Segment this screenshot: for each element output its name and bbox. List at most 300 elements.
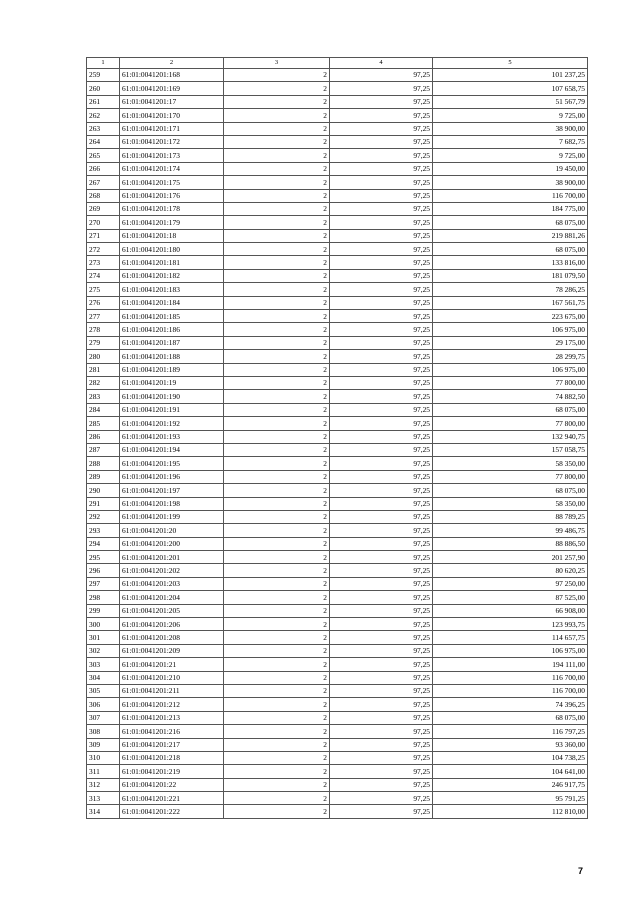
table-cell: 2	[224, 95, 330, 108]
table-cell: 77 800,00	[433, 376, 588, 389]
table-cell: 97,25	[330, 363, 433, 376]
table-row	[87, 109, 588, 122]
table-cell: 261	[87, 95, 120, 108]
table-cell: 298	[87, 591, 120, 604]
table-cell: 2	[224, 430, 330, 443]
table-cell: 80 620,25	[433, 564, 588, 577]
table-cell: 61:01:0041201:184	[120, 296, 224, 309]
table-cell: 97,25	[330, 390, 433, 403]
table-cell: 61:01:0041201:210	[120, 671, 224, 684]
table-row	[87, 577, 588, 590]
table-cell: 61:01:0041201:187	[120, 336, 224, 349]
table-cell: 2	[224, 417, 330, 430]
table-cell: 97,25	[330, 176, 433, 189]
table-cell: 2	[224, 323, 330, 336]
table-cell: 194 111,00	[433, 658, 588, 671]
table-row	[87, 778, 588, 791]
table-cell: 97,25	[330, 95, 433, 108]
table-cell: 2	[224, 443, 330, 456]
table-cell: 104 641,00	[433, 765, 588, 778]
table-cell: 61:01:0041201:190	[120, 390, 224, 403]
table-cell: 313	[87, 792, 120, 805]
table-cell: 97,25	[330, 443, 433, 456]
table-cell: 285	[87, 417, 120, 430]
table-cell: 87 525,00	[433, 591, 588, 604]
table-cell: 61:01:0041201:20	[120, 524, 224, 537]
table-row	[87, 698, 588, 711]
table-cell: 300	[87, 618, 120, 631]
table-cell: 157 058,75	[433, 443, 588, 456]
table-row	[87, 644, 588, 657]
table-cell: 97,25	[330, 497, 433, 510]
table-cell: 2	[224, 403, 330, 416]
table-cell: 97,25	[330, 725, 433, 738]
table-row	[87, 202, 588, 215]
table-cell: 104 738,25	[433, 751, 588, 764]
table-cell: 97,25	[330, 551, 433, 564]
table-cell: 304	[87, 671, 120, 684]
table-cell: 2	[224, 216, 330, 229]
table-cell: 61:01:0041201:209	[120, 644, 224, 657]
table-cell: 97,25	[330, 256, 433, 269]
table-cell: 97,25	[330, 644, 433, 657]
table-cell: 29 175,00	[433, 336, 588, 349]
table-cell: 181 079,50	[433, 269, 588, 282]
table-cell: 2	[224, 604, 330, 617]
table-cell: 61:01:0041201:211	[120, 684, 224, 697]
table-cell: 308	[87, 725, 120, 738]
table-cell: 278	[87, 323, 120, 336]
table-cell: 2	[224, 564, 330, 577]
table-cell: 283	[87, 390, 120, 403]
table-cell: 299	[87, 604, 120, 617]
table-cell: 77 800,00	[433, 470, 588, 483]
table-row	[87, 792, 588, 805]
table-row	[87, 524, 588, 537]
table-cell: 295	[87, 551, 120, 564]
table-cell: 68 075,00	[433, 403, 588, 416]
table-cell: 9 725,00	[433, 109, 588, 122]
table-row	[87, 470, 588, 483]
column-header: 3	[224, 58, 330, 69]
table-row	[87, 162, 588, 175]
table-cell: 2	[224, 310, 330, 323]
table-cell: 2	[224, 363, 330, 376]
table-row	[87, 256, 588, 269]
table-cell: 2	[224, 189, 330, 202]
table-cell: 97,25	[330, 430, 433, 443]
table-cell: 61:01:0041201:203	[120, 577, 224, 590]
table-cell: 2	[224, 671, 330, 684]
table-row	[87, 591, 588, 604]
table-cell: 97,25	[330, 510, 433, 523]
table-row	[87, 269, 588, 282]
table-cell: 306	[87, 698, 120, 711]
table-cell: 2	[224, 591, 330, 604]
table-cell: 2	[224, 269, 330, 282]
table-cell: 2	[224, 510, 330, 523]
table-cell: 61:01:0041201:174	[120, 162, 224, 175]
table-cell: 270	[87, 216, 120, 229]
table-cell: 61:01:0041201:185	[120, 310, 224, 323]
table-cell: 101 237,25	[433, 69, 588, 82]
table-cell: 2	[224, 243, 330, 256]
table-cell: 269	[87, 202, 120, 215]
table-cell: 61:01:0041201:169	[120, 82, 224, 95]
table-cell: 61:01:0041201:178	[120, 202, 224, 215]
table-cell: 68 075,00	[433, 484, 588, 497]
table-row	[87, 805, 588, 818]
table-cell: 310	[87, 751, 120, 764]
table-cell: 38 900,00	[433, 122, 588, 135]
table-cell: 51 567,79	[433, 95, 588, 108]
table-cell: 2	[224, 256, 330, 269]
table-cell: 314	[87, 805, 120, 818]
table-cell: 97,25	[330, 296, 433, 309]
table-cell: 61:01:0041201:204	[120, 591, 224, 604]
column-header: 2	[120, 58, 224, 69]
table-cell: 114 657,75	[433, 631, 588, 644]
table-cell: 265	[87, 149, 120, 162]
table-cell: 61:01:0041201:198	[120, 497, 224, 510]
table-cell: 246 917,75	[433, 778, 588, 791]
table-cell: 97,25	[330, 336, 433, 349]
table-cell: 97,25	[330, 202, 433, 215]
table-cell: 97,25	[330, 122, 433, 135]
table-cell: 290	[87, 484, 120, 497]
table-cell: 68 075,00	[433, 711, 588, 724]
table-cell: 116 700,00	[433, 189, 588, 202]
table-cell: 61:01:0041201:17	[120, 95, 224, 108]
table-cell: 260	[87, 82, 120, 95]
table-cell: 286	[87, 430, 120, 443]
table-cell: 2	[224, 551, 330, 564]
table-cell: 61:01:0041201:199	[120, 510, 224, 523]
table-cell: 2	[224, 792, 330, 805]
table-row	[87, 296, 588, 309]
table-row	[87, 443, 588, 456]
table-row	[87, 229, 588, 242]
table-row	[87, 376, 588, 389]
table-cell: 97,25	[330, 109, 433, 122]
table-header-row	[87, 58, 588, 69]
table-cell: 2	[224, 82, 330, 95]
table-cell: 2	[224, 644, 330, 657]
table-cell: 303	[87, 658, 120, 671]
table-cell: 61:01:0041201:22	[120, 778, 224, 791]
table-cell: 112 810,00	[433, 805, 588, 818]
table-cell: 2	[224, 376, 330, 389]
table-cell: 28 299,75	[433, 350, 588, 363]
table-row	[87, 243, 588, 256]
table-cell: 61:01:0041201:212	[120, 698, 224, 711]
table-cell: 97,25	[330, 82, 433, 95]
table-cell: 2	[224, 109, 330, 122]
table-cell: 277	[87, 310, 120, 323]
table-row	[87, 336, 588, 349]
table-row	[87, 484, 588, 497]
table-cell: 2	[224, 711, 330, 724]
table-cell: 74 396,25	[433, 698, 588, 711]
table-cell: 97,25	[330, 591, 433, 604]
table-cell: 2	[224, 618, 330, 631]
table-row	[87, 69, 588, 82]
table-cell: 61:01:0041201:189	[120, 363, 224, 376]
table-cell: 2	[224, 296, 330, 309]
table-cell: 61:01:0041201:170	[120, 109, 224, 122]
table-cell: 287	[87, 443, 120, 456]
table-cell: 61:01:0041201:213	[120, 711, 224, 724]
table-cell: 2	[224, 805, 330, 818]
table-cell: 95 791,25	[433, 792, 588, 805]
table-row	[87, 189, 588, 202]
table-cell: 61:01:0041201:193	[120, 430, 224, 443]
table-cell: 2	[224, 631, 330, 644]
table-cell: 61:01:0041201:181	[120, 256, 224, 269]
table-cell: 61:01:0041201:182	[120, 269, 224, 282]
table-cell: 2	[224, 497, 330, 510]
table-cell: 311	[87, 765, 120, 778]
table-row	[87, 350, 588, 363]
table-cell: 97,25	[330, 269, 433, 282]
table-row	[87, 176, 588, 189]
table-cell: 2	[224, 725, 330, 738]
table-cell: 61:01:0041201:191	[120, 403, 224, 416]
table-row	[87, 684, 588, 697]
table-cell: 97,25	[330, 417, 433, 430]
table-cell: 123 993,75	[433, 618, 588, 631]
table-cell: 9 725,00	[433, 149, 588, 162]
table-cell: 61:01:0041201:222	[120, 805, 224, 818]
table-cell: 97,25	[330, 537, 433, 550]
table-cell: 2	[224, 69, 330, 82]
table-cell: 61:01:0041201:194	[120, 443, 224, 456]
table-cell: 2	[224, 470, 330, 483]
table-cell: 61:01:0041201:195	[120, 457, 224, 470]
table-cell: 2	[224, 698, 330, 711]
table-cell: 307	[87, 711, 120, 724]
table-row	[87, 135, 588, 148]
table-cell: 61:01:0041201:201	[120, 551, 224, 564]
table-cell: 223 675,00	[433, 310, 588, 323]
table-cell: 167 561,75	[433, 296, 588, 309]
table-cell: 292	[87, 510, 120, 523]
table-cell: 61:01:0041201:202	[120, 564, 224, 577]
table-cell: 116 700,00	[433, 684, 588, 697]
table-cell: 97,25	[330, 698, 433, 711]
table-cell: 61:01:0041201:192	[120, 417, 224, 430]
table-cell: 2	[224, 484, 330, 497]
table-row	[87, 363, 588, 376]
table-cell: 97,25	[330, 189, 433, 202]
table-cell: 68 075,00	[433, 216, 588, 229]
table-row	[87, 658, 588, 671]
table-cell: 97,25	[330, 738, 433, 751]
table-cell: 2	[224, 229, 330, 242]
table-cell: 2	[224, 390, 330, 403]
table-cell: 97,25	[330, 564, 433, 577]
table-cell: 97 250,00	[433, 577, 588, 590]
table-cell: 2	[224, 738, 330, 751]
table-cell: 2	[224, 162, 330, 175]
table-cell: 61:01:0041201:216	[120, 725, 224, 738]
table-cell: 61:01:0041201:197	[120, 484, 224, 497]
table-cell: 77 800,00	[433, 417, 588, 430]
table-cell: 289	[87, 470, 120, 483]
table-cell: 61:01:0041201:200	[120, 537, 224, 550]
table-cell: 264	[87, 135, 120, 148]
table-cell: 61:01:0041201:21	[120, 658, 224, 671]
table-row	[87, 751, 588, 764]
table-cell: 97,25	[330, 604, 433, 617]
table-cell: 97,25	[330, 162, 433, 175]
table-cell: 312	[87, 778, 120, 791]
table-row	[87, 604, 588, 617]
table-cell: 97,25	[330, 658, 433, 671]
table-cell: 97,25	[330, 765, 433, 778]
table-row	[87, 725, 588, 738]
table-row	[87, 149, 588, 162]
table-cell: 271	[87, 229, 120, 242]
table-cell: 97,25	[330, 711, 433, 724]
table-cell: 97,25	[330, 524, 433, 537]
table-cell: 61:01:0041201:208	[120, 631, 224, 644]
table-cell: 97,25	[330, 243, 433, 256]
table-cell: 2	[224, 577, 330, 590]
table-cell: 19 450,00	[433, 162, 588, 175]
table-cell: 106 975,00	[433, 363, 588, 376]
table-cell: 2	[224, 149, 330, 162]
table-cell: 280	[87, 350, 120, 363]
table-cell: 259	[87, 69, 120, 82]
table-row	[87, 82, 588, 95]
table-cell: 293	[87, 524, 120, 537]
table-row	[87, 765, 588, 778]
table-cell: 97,25	[330, 805, 433, 818]
table-cell: 78 286,25	[433, 283, 588, 296]
table-cell: 106 975,00	[433, 323, 588, 336]
table-cell: 61:01:0041201:173	[120, 149, 224, 162]
table-cell: 266	[87, 162, 120, 175]
table-cell: 58 350,00	[433, 497, 588, 510]
table-cell: 61:01:0041201:217	[120, 738, 224, 751]
table-cell: 116 700,00	[433, 671, 588, 684]
table-cell: 61:01:0041201:183	[120, 283, 224, 296]
table-cell: 302	[87, 644, 120, 657]
table-cell: 97,25	[330, 792, 433, 805]
table-cell: 88 789,25	[433, 510, 588, 523]
table-cell: 305	[87, 684, 120, 697]
table-cell: 61:01:0041201:196	[120, 470, 224, 483]
table-row	[87, 403, 588, 416]
table-cell: 2	[224, 336, 330, 349]
table-row	[87, 430, 588, 443]
table-cell: 294	[87, 537, 120, 550]
table-cell: 276	[87, 296, 120, 309]
table-row	[87, 390, 588, 403]
table-cell: 291	[87, 497, 120, 510]
table-cell: 282	[87, 376, 120, 389]
table-cell: 273	[87, 256, 120, 269]
table-cell: 61:01:0041201:171	[120, 122, 224, 135]
table-cell: 274	[87, 269, 120, 282]
table-cell: 2	[224, 350, 330, 363]
table-cell: 2	[224, 524, 330, 537]
column-header: 5	[433, 58, 588, 69]
table-cell: 288	[87, 457, 120, 470]
page-number: 7	[578, 866, 584, 876]
table-cell: 61:01:0041201:18	[120, 229, 224, 242]
table-cell: 61:01:0041201:168	[120, 69, 224, 82]
table-cell: 61:01:0041201:205	[120, 604, 224, 617]
table-row	[87, 323, 588, 336]
table-cell: 61:01:0041201:219	[120, 765, 224, 778]
table-cell: 88 886,50	[433, 537, 588, 550]
table-row	[87, 510, 588, 523]
table-cell: 184 775,00	[433, 202, 588, 215]
table-row	[87, 618, 588, 631]
table-cell: 61:01:0041201:176	[120, 189, 224, 202]
table-cell: 97,25	[330, 216, 433, 229]
table-cell: 97,25	[330, 457, 433, 470]
table-cell: 116 797,25	[433, 725, 588, 738]
table-cell: 219 881,26	[433, 229, 588, 242]
table-cell: 97,25	[330, 403, 433, 416]
data-table	[86, 57, 588, 819]
table-cell: 284	[87, 403, 120, 416]
table-cell: 61:01:0041201:172	[120, 135, 224, 148]
table-cell: 68 075,00	[433, 243, 588, 256]
table-cell: 97,25	[330, 470, 433, 483]
table-cell: 2	[224, 778, 330, 791]
table-cell: 2	[224, 751, 330, 764]
table-row	[87, 216, 588, 229]
table-row	[87, 551, 588, 564]
table-cell: 2	[224, 765, 330, 778]
table-cell: 2	[224, 283, 330, 296]
table-cell: 61:01:0041201:218	[120, 751, 224, 764]
table-cell: 97,25	[330, 631, 433, 644]
table-row	[87, 122, 588, 135]
table-cell: 74 882,50	[433, 390, 588, 403]
table-cell: 93 360,00	[433, 738, 588, 751]
table-cell: 132 940,75	[433, 430, 588, 443]
table-cell: 2	[224, 135, 330, 148]
table-row	[87, 283, 588, 296]
table-row	[87, 417, 588, 430]
table-row	[87, 497, 588, 510]
table-cell: 38 900,00	[433, 176, 588, 189]
table-cell: 2	[224, 202, 330, 215]
table-cell: 296	[87, 564, 120, 577]
table-cell: 107 658,75	[433, 82, 588, 95]
table-cell: 97,25	[330, 684, 433, 697]
table-cell: 61:01:0041201:186	[120, 323, 224, 336]
table-cell: 309	[87, 738, 120, 751]
table-row	[87, 457, 588, 470]
table-cell: 263	[87, 122, 120, 135]
table-cell: 106 975,00	[433, 644, 588, 657]
column-header: 4	[330, 58, 433, 69]
table-row	[87, 631, 588, 644]
table-cell: 2	[224, 658, 330, 671]
table-cell: 97,25	[330, 69, 433, 82]
table-cell: 58 350,00	[433, 457, 588, 470]
table-cell: 2	[224, 176, 330, 189]
table-cell: 268	[87, 189, 120, 202]
table-cell: 97,25	[330, 577, 433, 590]
table-row	[87, 671, 588, 684]
